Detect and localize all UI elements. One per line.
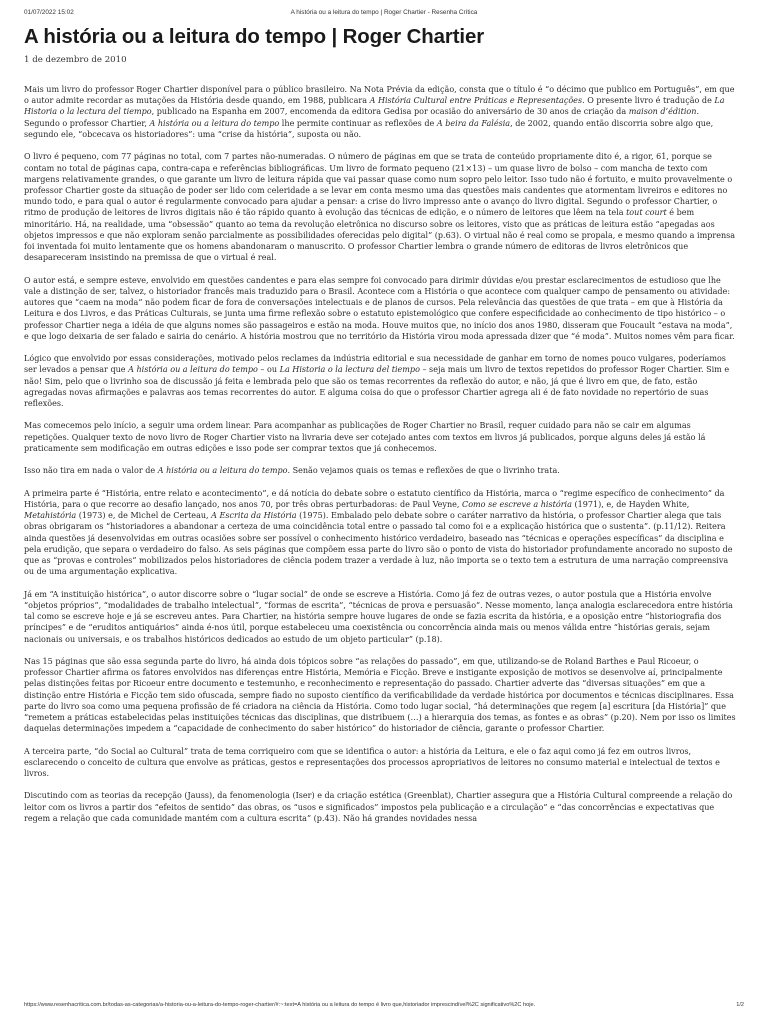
- page-number: 1/2: [736, 1002, 744, 1008]
- print-datetime: 01/07/2022 15:02: [24, 9, 74, 16]
- italic-title-text: A Escrita da História: [211, 511, 297, 521]
- italic-title-text: A História Cultural entre Práticas e Representações: [369, 96, 583, 106]
- italic-title-text: La Historia o la lectura del tiempo: [279, 365, 420, 375]
- italic-title-text: A história ou a leitura do tempo: [157, 466, 288, 476]
- print-footer: [24, 1002, 744, 1012]
- article-paragraph: [24, 656, 736, 735]
- article-paragraph: [24, 465, 736, 476]
- paragraph-text: O livro é pequeno, com 77 páginas no total, com 7 partes não-numeradas. O número de páginas em que se trata de conteúdo propriamente dito é, a rigor, 61, porque se contam no total de páginas capa, contra-capa e referências bibliográficas. Um livro de formato pequeno (21×13) – um quase livro de bolso – com mancha de texto com margens relativamente grandes, o que garante um livro de leitura rápida que vai passar quase como num sopro pelo leitor. Isso tudo não é fortuito, e muito provavelmente o professor Chartier goste da situação de poder ser lido com celeridade a se levar em conta mesmo uma das questões mais candentes que atormentam livreiros e editores no mundo todo, e para qual o autor é regularmente convocado para ajudar a pensar: a crise do livro impresso ante o avanço do livro digital. Segundo o professor Chartier, o ritmo de produção de leitores de livros digitais não é tão rápido quanto à evolução das técnicas de edição, e o número de leitores que lêem na tela: [24, 152, 733, 218]
- paragraph-text: . Segundo o professor Chartier,: [24, 107, 699, 128]
- print-header: [24, 9, 744, 21]
- paragraph-text: . O presente livro é tradução de: [582, 96, 715, 106]
- paragraph-text: Já em “A instituição histórica”, o autor discorre sobre o “lugar social” de onde se escreve a História. Como já fez de outras vezes, o autor postula que a História envolve “objetos próprios”, “modalidades de trabalho intelectual”, “formas de escrita”, “técnicas de prova e persuasão”. Nesse momento, lança analogia esclarecedora entre história tal como se escreve hoje e já se escreveu antes. Para Chartier, na história sempre houve lugares de onde se fazia escrita da história, e a oposição entre “historiografia dos príncipes” e de “eruditos antiquários” ainda é-nos útil, porque estabeleceu uma coexistência ou concorrência ainda mais ou menos válida entre “histórias gerais, sejam nacionais ou universais, e os trabalhos históricos dedicados ao estudo de um objeto particular” (p.18).: [24, 589, 733, 644]
- article-paragraph: [24, 589, 736, 645]
- article-paragraph: [24, 488, 736, 578]
- paragraph-text: Discutindo com as teorias da recepção (Jauss), da fenomenologia (Iser) e da criação estética (Greenblat), Chartier assegura que a História Cultural compreende a relação do leitor com os livros a partir dos “efeitos de sentido” das obras, os “usos e significados” impostos pela publicação e a circulação” e “das concorrências e expectativas que regem a relação que cada comunidade mantém com a cultura escrita” (p.43). Não há grandes novidades nessa: [24, 791, 733, 823]
- italic-title-text: Como se escreve a história: [462, 499, 572, 509]
- paragraph-text: . Senão vejamos quais os temas e reflexões de que o livrinho trata.: [287, 466, 560, 476]
- article-paragraph: [24, 84, 736, 140]
- italic-title-text: A beira da Falésia: [436, 118, 511, 128]
- article-paragraph: [24, 353, 736, 409]
- print-url: https://www.resenhacritica.com.br/todas-as-categorias/a-historia-ou-a-leitura-do-tempo-roger-chartier/#:~:text=A história ou a leitura do tempo é livro que,historiador imprescindível%2C significativo%2C hoje.: [24, 1002, 536, 1008]
- paragraph-text: – seja mais um livro de textos repetidos do professor Roger Chartier. Sim e não! Sim, pelo que o livrinho soa de discussão já feita e lembrada pelo que são os temas recorrentes da reflexão do autor, e não, já que é livro em que, de fato, estão agregadas novas afirmações e palavras aos temas recorrentes do autor. E alguma coisa do que o professor Chartier agrega ali é de fato novidade no repertório de suas reflexões.: [24, 365, 730, 409]
- paragraph-text: A terceira parte, “do Social ao Cultural” trata de tema corriqueiro com que se identifica o autor: a história da Leitura, e ele o faz aqui como já fez em outros livros, esclarecendo o conceito de cultura que envolve as práticas, gestos e representações dos processos apropriativos de leitores no consumo material e intelectual de textos e livros.: [24, 746, 720, 779]
- paragraph-text: lhe permite continuar as reflexões de: [279, 118, 437, 128]
- paragraph-text: (1973) e, de Michel de Certeau,: [76, 511, 212, 521]
- article-paragraph: [24, 151, 736, 263]
- article-paragraph: [24, 275, 736, 342]
- paragraph-text: A primeira parte é “História, entre relato e acontecimento”, e dá notícia do debate sobre o estatuto científico da História, marca o “regime específico de conhecimento” da História, para o que recorre ao desafio lançado, nos anos 70, por três obras perturbadoras: de Paul Veyne,: [24, 488, 725, 509]
- article-paragraph: [24, 790, 736, 824]
- paragraph-text: Lógico que envolvido por essas considerações, motivado pelos reclames da indústria editorial e sua necessidade de ganhar em torno de nomes pouco vulgares, poderíamos ser levados a pensar que: [24, 354, 726, 375]
- article-title: A história ou a leitura do tempo | Roger Chartier: [24, 26, 485, 48]
- paragraph-text: Mais um livro do professor Roger Chartier disponível para o público brasileiro. Na Nota Prévia da edição, consta que o título é “o décimo que publico em Português”, em que o autor admite recordar as mutações da História desde quando, em 1988, publicara: [24, 85, 735, 106]
- paragraph-text: – ou: [257, 365, 280, 375]
- article-paragraph: [24, 420, 736, 454]
- paragraph-text: O autor está, e sempre esteve, envolvido em questões candentes e para elas sempre foi convocado para dirimir dúvidas e/ou prestar esclarecimentos de estudioso que lhe vale a distinção de ser, talvez, o historiador francês mais traduzido para o Brasil. Acontece com a História o que acontece com qualquer campo de pensamento ou atividade: autores que “caem na moda” não podem ficar de fora de conversações intelectuais e de planos de cursos. Pela relevância das questões de que trata – em que à História da Leitura e dos Livros, e das Práticas Culturais, se junta uma firme reflexão sobre o estatuto epistemológico que confere especificidade ao conhecimento de tipo histórico – o professor Chartier nega a idéia de que alguns nomes são passageiros e estão na moda. Houve muitos que, no início dos anos 1980, disseram que Foucault “estava na moda”, e que logo deixaria de ser falado e sairia do cenário. A história mostrou que no território da História virou moda apressada dizer que “é moda”. Muitos nomes vêm para ficar.: [24, 275, 735, 341]
- paragraph-text: Nas 15 páginas que são essa segunda parte do livro, há ainda dois tópicos sobre “as relações do passado”, em que, utilizando-se de Roland Barthes e Paul Ricoeur, o professor Chartier afirma os fatores envolvidos nas diferenças entre História, Memória e Ficção. Breve e instigante exposição de motivos se desenvolve aí, principalmente pelas distinções feitas por Ricoeur entre documento e testemunho, e reconhecimento e representação do passado. Chartier adverte das “diversas situações” em que a distinção entre História e Ficção tem sido ofuscada, sempre fiado no suposto científico da verificabilidade da verdade histórica por documentos e técnicas disciplinares. Essa parte do livro soa como uma pequena profissão de fé criadora na ciência da História. Como todo lugar social, “há determinações que regem [a] escritura [da História]” que “remetem a práticas estabelecidas pelas instituições técnicas das disciplinas, que distribuem (…) a hierarquia dos temas, as fontes e as obras” (p.20). Nem por isso os limites daquelas determinações impedem a “capacidade de conhecimento do saber histórico” do historiador de ciência, garante o professor Chartier.: [24, 656, 736, 734]
- publication-date: 1 de dezembro de 2010: [24, 55, 127, 65]
- italic-title-text: A história ou a leitura do tempo: [149, 118, 280, 128]
- paragraph-text: (1971), e, de Hayden White,: [571, 499, 690, 509]
- print-page-title: A história ou a leitura do tempo | Roger Chartier - Resenha Crítica: [290, 9, 478, 16]
- italic-title-text: A história ou a leitura do tempo: [128, 365, 258, 375]
- paragraph-text: Isso não tira em nada o valor de: [24, 466, 158, 476]
- paragraph-text: , publicado na Espanha em 2007, encomenda da editora Gedisa por ocasião do aniversário de 30 anos de criação da: [151, 107, 629, 117]
- italic-title-text: Metahistória: [24, 511, 77, 521]
- paragraph-text: (1975). Embalado pelo debate sobre o caráter narrativo da história, o professor Chartier alega que tais obras obrigaram os “historiadores a abandonar a certeza de uma coincidência total entre o passado tal como foi e a explicação histórica que o sustenta”. (p.11/12). Reitera ainda questões já desenvolvidas em outras ocasiões sobre ser possível o conhecimento histórico verdadeiro, baseado nas “técnicas e operações específicas” da disciplina e pela erudição, que separa o verdadeiro do falso. As seis páginas que compõem essa parte do livro são o ponto de vista do historiador profundamente ancorado no suposto de que as “provas e controles” mobilizados pelos historiadores de ciência podem trazer a verdade à luz, não importa se o texto tem a estrutura de uma narração compreensiva ou de uma argumentação explicativa.: [24, 511, 733, 577]
- italic-title-text: tout court: [626, 208, 667, 218]
- paragraph-text: é bem minoritário. Há, na realidade, uma “obsessão” quanto ao tema da revolução eletrônica no discurso sobre os leitores, visto que as práticas de leitura estão “apegadas aos objetos impressos e que não exploram senão parcialmente as possibilidades oferecidas pelo digital” (p.63). O virtual não é real como se propala, e mesmo quando a imprensa foi inventada foi muito lentamente que os homens abandonaram o manuscrito. O professor Chartier lembra o grande número de editoras de livros eletrônicos que desapareceram insistindo na premissa de que o virtual é real.: [24, 208, 736, 263]
- article-body: [24, 84, 736, 835]
- paragraph-text: , de 2002, quando então discorria sobre algo que, segundo ele, “obcecava os historiadores”: uma “crise da história”, suposta ou não.: [24, 118, 714, 139]
- paragraph-text: Mas comecemos pelo início, a seguir uma ordem linear. Para acompanhar as publicações de Roger Chartier no Brasil, requer cuidado para não se cair em algumas repetições. Qualquer texto de novo livro de Roger Chartier visto na livraria deve ser cotejado antes com textos em livros já publicados, porque alguns deles já estão lá praticamente sem modificação em outras edições e isso pode ser comprar textos que já conhecemos.: [24, 421, 706, 453]
- italic-title-text: La Historia o la lectura del tiempo: [24, 96, 725, 117]
- italic-title-text: maison d’édition: [628, 107, 697, 117]
- article-paragraph: [24, 746, 736, 780]
